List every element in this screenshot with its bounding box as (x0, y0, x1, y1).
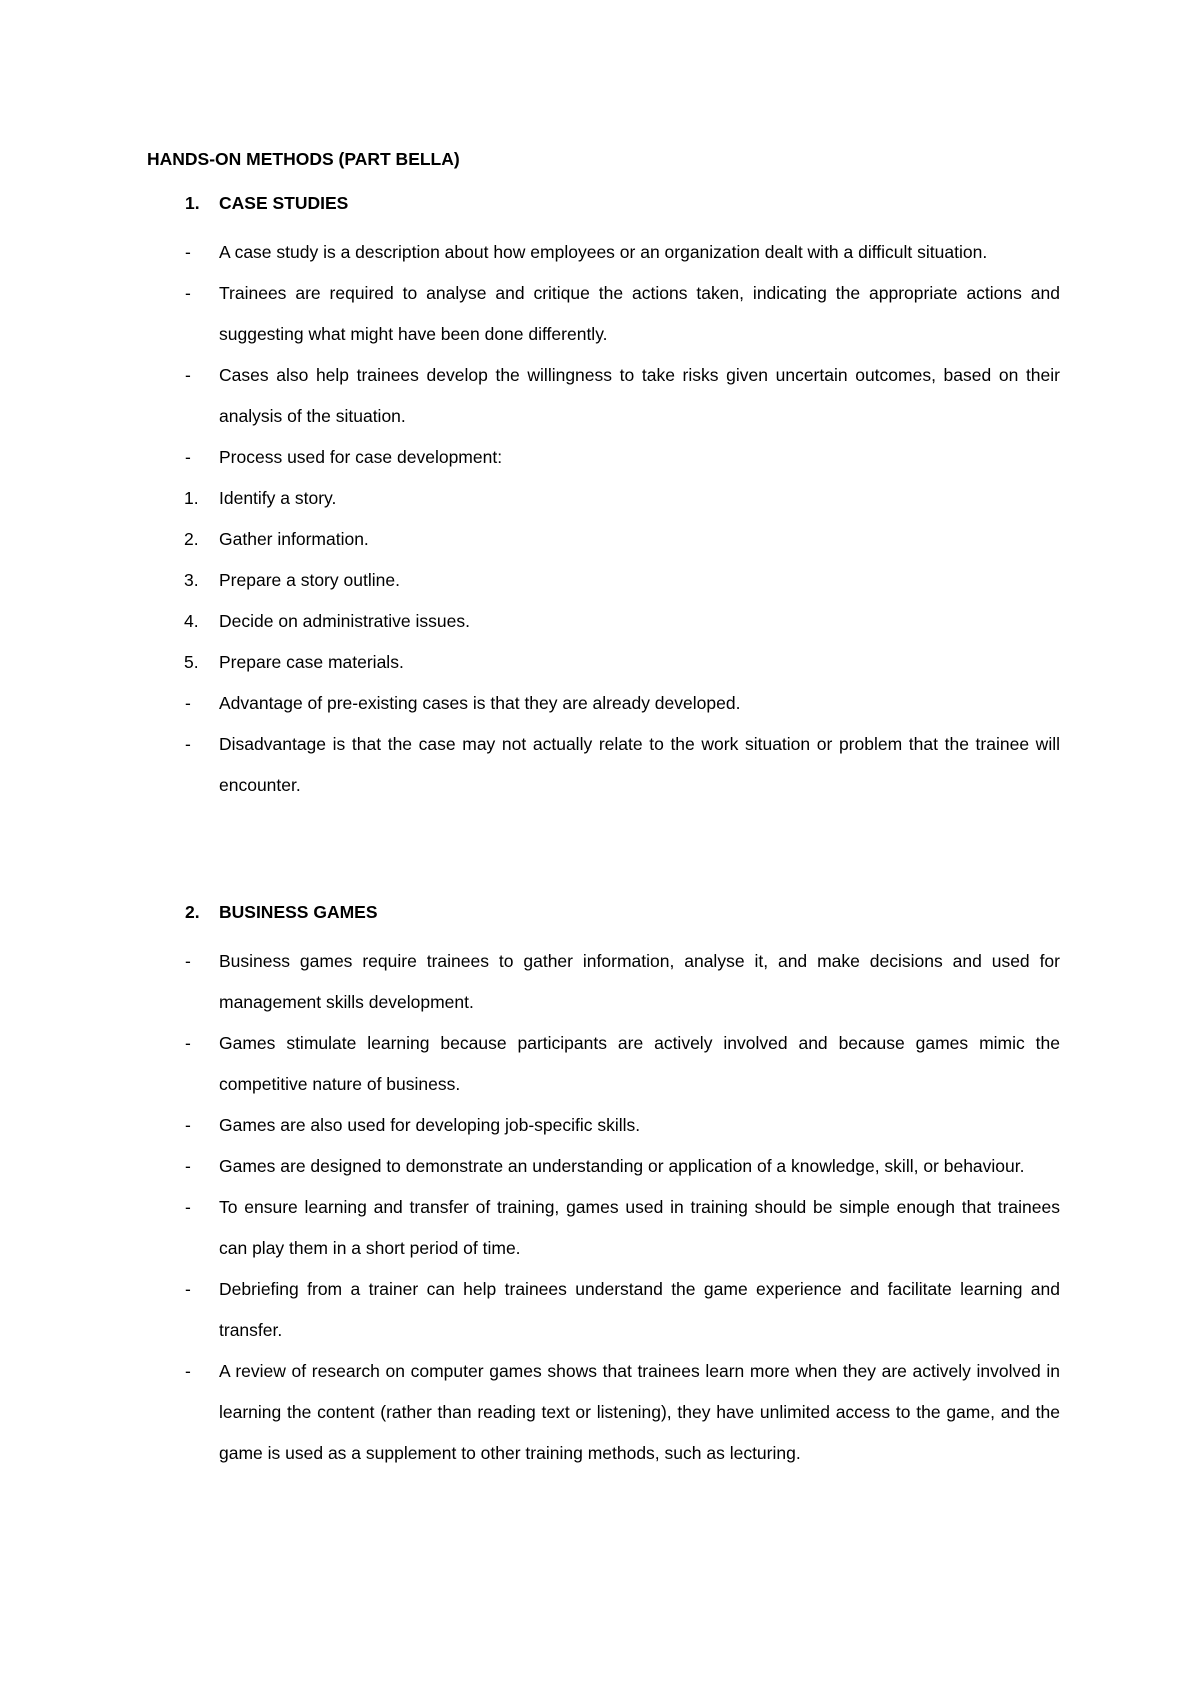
bullet-dash: - (185, 365, 191, 385)
section-heading (147, 191, 1060, 232)
bullet-dash: - (185, 1033, 191, 1053)
bullet-dash: - (185, 1279, 191, 1299)
list-item (147, 355, 1060, 437)
list-item (147, 232, 1060, 273)
item-text: Games stimulate learning because participants are actively involved and because games mimic the competitive nature of business. (219, 1033, 1060, 1094)
numbered-step (147, 642, 1060, 683)
item-text: To ensure learning and transfer of training, games used in training should be simple enough that trainees can play them in a short period of time. (219, 1197, 1060, 1258)
section-business-games (147, 900, 1060, 1474)
bullet-dash: - (185, 283, 191, 303)
item-text: Gather information. (219, 529, 369, 549)
list-item (147, 1269, 1060, 1351)
item-text: Identify a story. (219, 488, 337, 508)
item-text: Process used for case development: (219, 447, 503, 467)
list-item (147, 941, 1060, 1023)
section-title: BUSINESS GAMES (219, 902, 378, 922)
section-heading (147, 900, 1060, 941)
list-item (147, 437, 1060, 478)
item-text: Games are also used for developing job-specific skills. (219, 1115, 641, 1135)
bullet-dash: - (185, 951, 191, 971)
bullet-dash: - (185, 242, 191, 262)
list-item (147, 683, 1060, 724)
item-text: Games are designed to demonstrate an understanding or application of a knowledge, skill, or behaviour. (219, 1156, 1025, 1176)
numbered-step (147, 601, 1060, 642)
numbered-step (147, 519, 1060, 560)
bullet-dash: - (185, 1361, 191, 1381)
item-text: Prepare a story outline. (219, 570, 400, 590)
item-text: Cases also help trainees develop the willingness to take risks given uncertain outcomes, based on their analysis of the situation. (219, 365, 1060, 426)
bullet-dash: - (185, 1156, 191, 1176)
item-text: Disadvantage is that the case may not actually relate to the work situation or problem that the trainee will encounter. (219, 734, 1060, 795)
list-item (147, 1351, 1060, 1474)
item-text: A case study is a description about how employees or an organization dealt with a difficult situation. (219, 242, 988, 262)
item-text: Prepare case materials. (219, 652, 404, 672)
document-title: HANDS-ON METHODS (PART BELLA) (147, 149, 460, 169)
numbered-step (147, 560, 1060, 601)
bullet-dash: - (185, 693, 191, 713)
step-number: 5. (184, 652, 199, 672)
section-number: 1. (185, 193, 200, 213)
section-number: 2. (185, 902, 200, 922)
list-item (147, 724, 1060, 806)
list-item (147, 1105, 1060, 1146)
item-text: A review of research on computer games shows that trainees learn more when they are actively involved in learning the content (rather than reading text or listening), they have unlimited access to the game, and the game is used as a supplement to other training methods, such as lecturing. (219, 1361, 1060, 1463)
section-case-studies (147, 191, 1060, 806)
numbered-step (147, 478, 1060, 519)
list-item (147, 1023, 1060, 1105)
item-text: Trainees are required to analyse and critique the actions taken, indicating the appropriate actions and suggesting what might have been done differently. (219, 283, 1060, 344)
list-item (147, 1146, 1060, 1187)
item-text: Decide on administrative issues. (219, 611, 470, 631)
list-item (147, 273, 1060, 355)
bullet-dash: - (185, 1197, 191, 1217)
item-text: Advantage of pre-existing cases is that they are already developed. (219, 693, 741, 713)
bullet-dash: - (185, 447, 191, 467)
section-title: CASE STUDIES (219, 193, 349, 213)
step-number: 4. (184, 611, 199, 631)
step-number: 1. (184, 488, 199, 508)
item-text: Business games require trainees to gather information, analyse it, and make decisions and used for management skills development. (219, 951, 1060, 1012)
bullet-dash: - (185, 734, 191, 754)
bullet-dash: - (185, 1115, 191, 1135)
step-number: 3. (184, 570, 199, 590)
item-text: Debriefing from a trainer can help trainees understand the game experience and facilitate learning and transfer. (219, 1279, 1060, 1340)
step-number: 2. (184, 529, 199, 549)
list-item (147, 1187, 1060, 1269)
